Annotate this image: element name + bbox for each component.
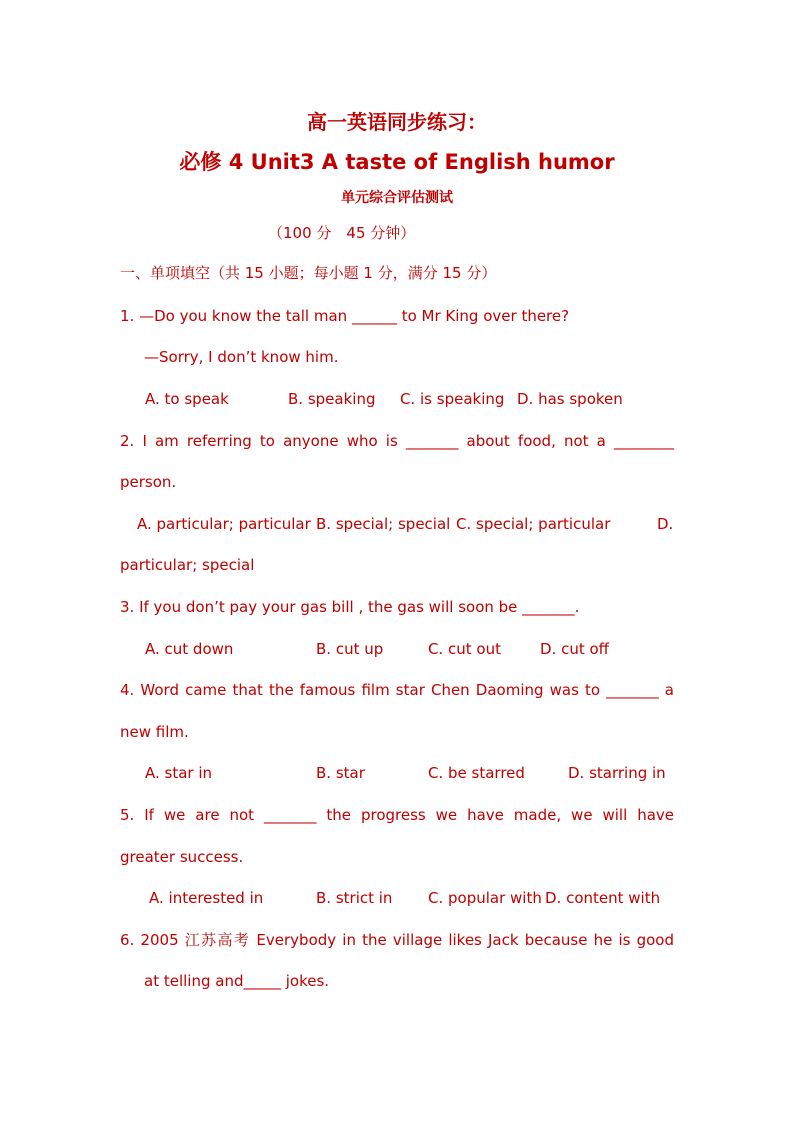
question-5-option-b: B. strict in — [316, 889, 393, 907]
question-6-stem: 6. 2005 江苏高考 Everybody in the village likes Jack because he is good — [120, 931, 674, 949]
question-2-stem-cont: person. — [120, 473, 177, 491]
question-5-stem: 5. If we are not _______ the progress we have made, we will have — [120, 806, 674, 824]
question-1-stem: 1. —Do you know the tall man ______ to Mr King over there? — [120, 307, 570, 325]
question-3-option-c: C. cut out — [428, 640, 501, 658]
question-3-option-d: D. cut off — [540, 640, 610, 658]
question-2-option-d-label: D. — [657, 515, 674, 533]
question-2-option-d: particular; special — [120, 556, 255, 574]
question-5-option-d: D. content with — [545, 889, 661, 907]
doc-subtitle: 必修 4 Unit3 A taste of English humor — [179, 150, 615, 174]
question-4-option-b: B. star — [316, 764, 365, 782]
question-4-stem: 4. Word came that the famous film star Chen Daoming was to _______ a — [120, 681, 674, 699]
question-4-option-d: D. starring in — [568, 764, 666, 782]
score-time-line: （100 分 45 分钟） — [268, 224, 416, 242]
question-2-option-a: A. particular; particular — [137, 515, 311, 533]
question-3-stem: 3. If you don’t pay your gas bill , the gas will soon be _______. — [120, 598, 580, 616]
question-2-option-b: B. special; special — [316, 515, 451, 533]
question-4-stem-cont: new film. — [120, 723, 189, 741]
question-5-option-a: A. interested in — [149, 889, 264, 907]
question-2-stem: 2. I am referring to anyone who is _______ about food, not a ________ — [120, 432, 674, 450]
question-1-reply: —Sorry, I don’t know him. — [144, 348, 339, 366]
question-6-stem-cont: at telling and_____ jokes. — [144, 972, 330, 990]
question-1-option-b: B. speaking — [288, 390, 376, 408]
question-1-option-d: D. has spoken — [517, 390, 623, 408]
doc-title: 高一英语同步练习： — [307, 110, 487, 134]
section-heading: 一、单项填空（共 15 小题；每小题 1 分，满分 15 分） — [120, 264, 497, 282]
doc-test-name: 单元综合评估测试 — [341, 190, 453, 206]
question-4-option-c: C. be starred — [428, 764, 525, 782]
question-5-option-c: C. popular with — [428, 889, 542, 907]
question-4-option-a: A. star in — [145, 764, 213, 782]
question-3-option-b: B. cut up — [316, 640, 384, 658]
question-1-option-c: C. is speaking — [400, 390, 505, 408]
question-1-option-a: A. to speak — [145, 390, 229, 408]
question-5-stem-cont: greater success. — [120, 848, 244, 866]
question-2-option-c: C. special; particular — [456, 515, 611, 533]
question-3-option-a: A. cut down — [145, 640, 234, 658]
